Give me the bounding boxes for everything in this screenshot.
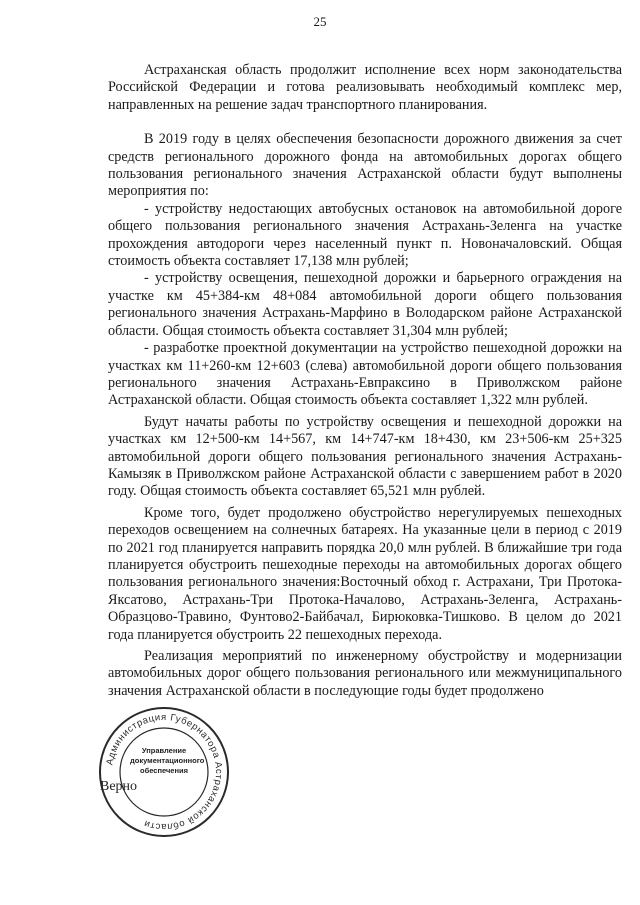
list-item-bus-stops: - устройству недостающих автобусных остановок на автомобильной дороге общего пользования регионального значения Астрахань-Зеленга на участке прохождения автодороги через населенный пункт п. Новоначаловский. Общая стоимость объекта составляет 17,138 млн рублей; xyxy=(108,200,622,270)
page-number: 25 xyxy=(313,14,327,29)
official-stamp xyxy=(98,706,230,838)
paragraph-2019-measures: В 2019 году в целях обеспечения безопасности дорожного движения за счет средств регионального дорожного фонда на автомобильных дорогах общего пользования регионального значения Астраханской области будут выполнены мероприятия по: xyxy=(108,131,622,200)
paragraph-kamyzyak-works: Будут начаты работы по устройству освещения и пешеходной дорожки на участках км 12+500-км 14+567, км 14+747-км 18+430, км 23+506-км 25+325 автомобильной дороги общего пользования регионального значения Астрахань-Камызяк в Приволжском районе Астраханской области с завершением работ в 2020 году. Общая стоимость объекта составляет 65,521 млн рублей. xyxy=(108,413,622,500)
stamp-center xyxy=(130,746,205,776)
document-body xyxy=(108,62,622,700)
list-item-lighting-marfino: - устройству освещения, пешеходной дорожки и барьерного ограждения на участке км 45+384-км 48+084 автомобильной дороги общего пользования регионального значения Астрахань-Марфино в Володарском районе Астраханской области. Общая стоимость объекта составляет 31,304 млн рублей; xyxy=(108,270,622,339)
paragraph-intro: Астраханская область продолжит исполнение всех норм законодательства Российской Федерации и готова реализовывать необходимый комплекс мер, направленных на решение задач транспортного планирования. xyxy=(108,62,622,113)
stamp-line-1: Управление xyxy=(141,746,187,755)
stamp-ring-text: Администрация Губернатора Астраханской области xyxy=(104,711,225,833)
paragraph-modernization: Реализация мероприятий по инженерному обустройству и модернизации автомобильных дорог общего пользования регионального или межмуниципального значения Астраханской области в последующие годы будет продолжено xyxy=(108,648,622,699)
certification-mark: Верно xyxy=(100,779,138,794)
stamp-line-2: документационного xyxy=(130,756,205,765)
stamp-line-3: обеспечения xyxy=(139,766,188,775)
list-item-design-evpraksino: - разработке проектной документации на устройство пешеходной дорожки на участках км 11+260-км 12+603 (слева) автомобильной дороги общего пользования регионального значения Астрахань-Евпраксино в Приволжском районе Астраханской области. Общая стоимость объекта составляет 1,322 млн рублей. xyxy=(108,340,622,409)
paragraph-pedestrian-crossings: Кроме того, будет продолжено обустройство нерегулируемых пешеходных переходов освещением на солнечных батареях. На указанные цели в период с 2019 по 2021 год планируется направить порядка 20,0 млн рублей. В ближайшие три года планируется обустроить пешеходные переходы на автомобильных дорогах общего пользования регионального значения:Восточный обход г. Астрахани, Три Протока-Яксатово, Астрахань-Три Протока-Началово, Астрахань-Зеленга, Астрахань-Образцово-Травино, Фунтово2-Байбачал, Бирюковка-Тишково. В целом до 2021 года планируется обустроить 22 пешеходных перехода. xyxy=(108,504,622,643)
